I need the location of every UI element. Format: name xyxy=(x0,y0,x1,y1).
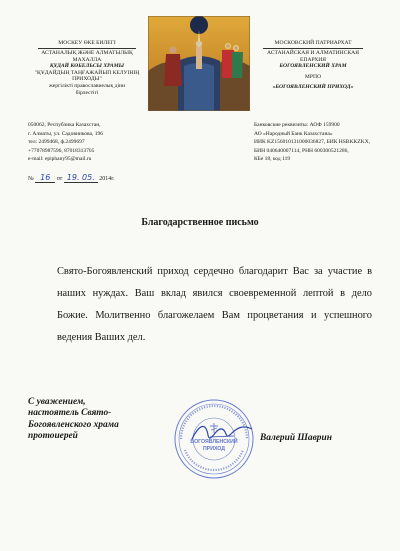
handwritten-signature xyxy=(188,417,258,447)
bank-line: БИН 040640007114, РНН 600300521286, xyxy=(254,147,349,154)
signer-name: Валерий Шаврин xyxy=(260,433,332,443)
registration-date: 19. 05. xyxy=(66,173,95,182)
bank-details xyxy=(254,121,384,164)
header-right-line: МРПО xyxy=(304,73,322,80)
header-right-line: АСТАНАЙСКАЯ И АЛМАТИНСКАЯ xyxy=(267,50,359,57)
closing-line: настоятель Свято- xyxy=(28,408,112,419)
closing-line: Богоявленского храма xyxy=(28,419,119,430)
header-right-line: БОГОЯВЛЕНСКИЙ ХРАМ xyxy=(279,63,347,70)
bank-line: ИИК KZ156010131000036827, БИК HSBKKZKX, xyxy=(254,139,371,146)
stamp-text-sub: ПРИХОД xyxy=(203,446,225,452)
stamp-text-main: БОГОЯВЛЕНСКИЙ xyxy=(190,439,238,445)
registration-year: 2014г. xyxy=(99,176,115,182)
header-right-line: МОСКОВСКИЙ ПАТРИАРХАТ xyxy=(274,40,352,46)
bank-line: АО «Народный Банк Казахстана» xyxy=(254,130,333,137)
header-left-line: ҚҰДАЙ КӨБЕЛЬСЫ ХРАМЫ xyxy=(49,63,125,70)
letter-title: Благодарственное письмо xyxy=(141,217,259,228)
header-left-line: "ҚҰДАЙДЫҢ ТАҢҒАЖАЙЫП КЕЛУІНІҢ xyxy=(34,69,140,76)
closing-line: С уважением, xyxy=(28,397,86,407)
bank-line: Банковские реквизиты: АОФ 159900 xyxy=(254,122,340,128)
contacts-left xyxy=(28,121,138,164)
header-right-russian xyxy=(253,40,373,91)
header-left-line: ПРИХОДЫ" xyxy=(72,76,102,83)
bank-line: КБе 18, код 119 xyxy=(254,156,291,163)
body-text: Свято-Богоявленский приход сердечно благодарит Вас за участие в наших нуждах. Ваш вклад явился своевременной лептой в дело Божие. Молитвенно благожелаем Вам процветания и успешного ведения Ваших дел. xyxy=(57,266,372,343)
header-left-line: МАХАЛЛА xyxy=(72,56,102,63)
header-right-line: «БОГОЯВЛЕНСКИЙ ПРИХОД» xyxy=(272,84,354,91)
closing-line: протоиерей xyxy=(28,431,78,442)
theophany-icon xyxy=(148,16,250,111)
address-line: 050062, Республика Казахстан, xyxy=(28,122,101,128)
header-left-line: АСТАНАЛЫҚ ЖӘНЕ АЛМАТЫЛЫҚ xyxy=(41,50,133,57)
address-line: г. Алматы, ул. Садовникова, 196 xyxy=(28,130,103,137)
header-divider xyxy=(38,48,136,49)
phone-line: тел: 2499468, ф.2499697 xyxy=(28,139,85,146)
registration-number: 16 xyxy=(40,173,51,182)
header-left-line: бірлестігі xyxy=(75,89,99,96)
header-left-kazakh xyxy=(28,40,146,96)
email-line: e-mail: epiphany95@mail.ru xyxy=(28,156,92,163)
phone-line: +77078987596, 87018313705 xyxy=(28,147,95,154)
closing-block xyxy=(28,397,168,443)
header-left-line: МОСКЕУ ӨКЕ БИЛЕГІ xyxy=(58,40,116,46)
registration-line xyxy=(28,173,115,183)
letter-body xyxy=(57,261,372,349)
header-right-line: ЕПАРХИЯ xyxy=(299,56,327,63)
registration-prefix: № xyxy=(28,176,34,182)
header-divider xyxy=(263,48,363,49)
registration-from: от xyxy=(56,176,63,182)
header-left-line: жергілікті православиелық діни xyxy=(48,83,126,90)
